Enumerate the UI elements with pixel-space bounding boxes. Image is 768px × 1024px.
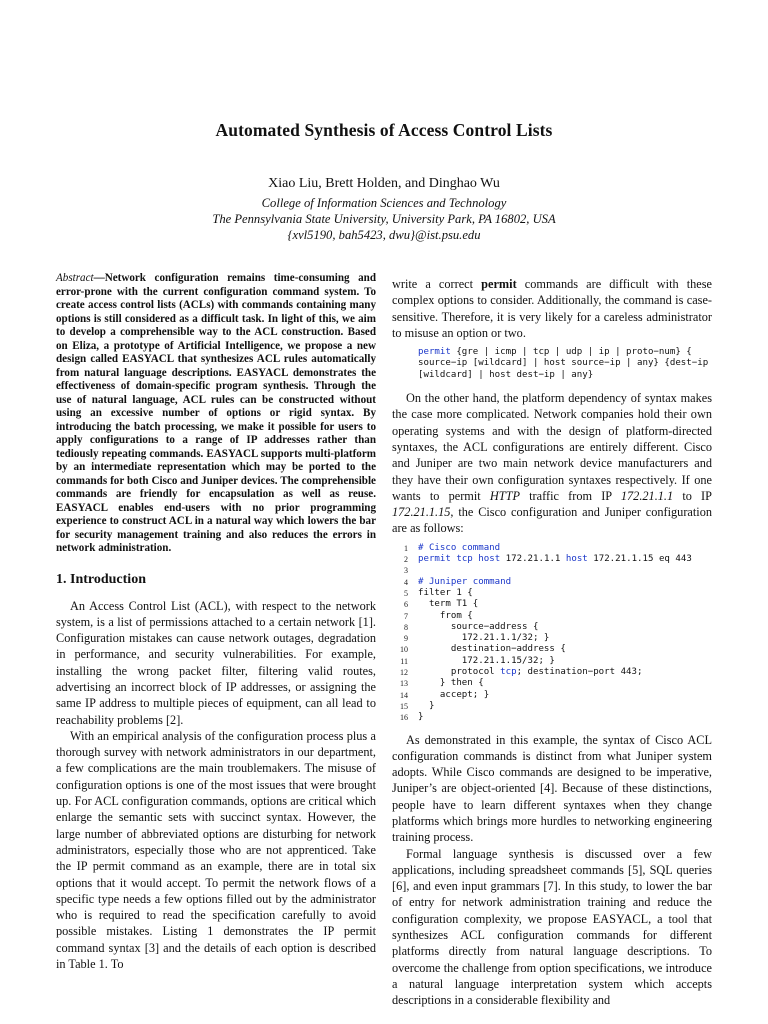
line-number: 8 xyxy=(404,622,408,632)
listing-line xyxy=(392,577,712,588)
section-heading-introduction: 1. Introduction xyxy=(56,571,146,587)
listing-line xyxy=(392,667,712,678)
intro-paragraph-2: With an empirical analysis of the configuration process plus a thorough survey with network administrators in our department, a few complications are the main troublemakers. The misuse of configuration options is one of the most issues that were brought up. For ACL configuration commands, options are critical which enlarge the semantic sets with succinct syntax. However, the large number of abbreviated options are disturbing for network administrators, especially those who are not apprenticed. Take the IP permit command as an example, there are in total six options that it would accept. To permit the network flows of a specific type needs a few options filled out by the administrator who is required to read the specification carefully to avoid possible mistakes. Listing 1 demonstrates the IP permit command syntax [3] and the details of each option is described in Table 1. To xyxy=(56,728,376,972)
line-code: accept; } xyxy=(418,689,490,700)
syntax-text: {gre | icmp | tcp | udp | ip | proto−num} { xyxy=(450,347,692,358)
line-code: 172.21.1.1/32; } xyxy=(418,633,550,644)
line-number: 16 xyxy=(400,713,408,723)
listing-line xyxy=(392,588,712,599)
permit-keyword: permit xyxy=(481,277,517,291)
line-code: from { xyxy=(418,610,473,621)
line-number: 2 xyxy=(404,555,408,565)
listing-line xyxy=(392,701,712,712)
syntax-keyword: permit xyxy=(418,347,451,358)
syntax-line-1 xyxy=(418,347,712,358)
syntax-line-2: source−ip [wildcard] | host source−ip | any} {dest−ip xyxy=(418,358,709,369)
line-number: 12 xyxy=(400,668,408,678)
line-code: # Cisco command xyxy=(418,542,501,553)
text-run: write a correct xyxy=(392,277,482,291)
line-number: 11 xyxy=(400,656,408,666)
line-number: 3 xyxy=(404,566,408,576)
listing-line xyxy=(392,554,712,565)
line-code: } then { xyxy=(418,678,484,689)
abstract-text: —Network configuration remains time-consuming and error-prone with the current configuration command system. To create access control lists (ACLs) with commands containing many options is still considered as a difficult task. In light of this, we aim to develop a comprehensible way to the ACL construction. Based on Eliza, a prototype of Artificial Intelligence, we propose a new design called EASYACL that synthesizes ACL rules automatically from natural language descriptions. EASYACL demonstrates the effectiveness of domain-specific program synthesis. Through the use of natural language, ACL rules can be constructed without using an excessive number of options or rigid syntax. By introducing the batch processing, we make it possible for users to apply configurations to a range of IP addresses rather than tediously repeating commands. EASYACL supports multi-platform by an intermediate representation which may be ported to the commands for both Cisco and Juniper devices. The comprehensible commands are friendly for encapsulation as well as reuse. EASYACL enables end-users with no prior programming experience to construct ACL in a natural way which lowers the bar for security management training and also reduces the errors in network administration. xyxy=(56,272,376,554)
right-column xyxy=(392,276,712,1009)
listing-line xyxy=(392,565,712,576)
line-number: 15 xyxy=(400,701,408,711)
line-number: 10 xyxy=(400,645,408,655)
line-number: 1 xyxy=(404,543,408,553)
permit-syntax-block xyxy=(418,347,712,381)
affiliation-college: College of Information Sciences and Technology xyxy=(261,196,507,210)
line-code: protocol tcp; destination−port 443; xyxy=(418,667,643,678)
line-code: filter 1 { xyxy=(418,587,473,598)
line-code: permit tcp host 172.21.1.1 host 172.21.1.15 eq 443 xyxy=(418,554,692,565)
syntax-line-3: [wildcard] | host dest−ip | any} xyxy=(418,369,594,380)
listing-line xyxy=(392,712,712,723)
paper-title: Automated Synthesis of Access Control Lists xyxy=(215,120,553,140)
line-number: 13 xyxy=(400,679,408,689)
listing-line xyxy=(392,622,712,633)
line-number: 9 xyxy=(404,634,408,644)
code-listing xyxy=(392,543,712,724)
affiliation-emails: {xvl5190, bah5423, dwu}@ist.psu.edu xyxy=(287,228,481,242)
text-run: traffic from IP xyxy=(519,488,621,503)
intro-paragraph-1: An Access Control List (ACL), with respect to the network system, is a list of permissions attached to a certain network [1]. Configuration mistakes can cause network outages, degradation in performance, and security vulnerabilities. For example, installing the wrong packet filter, filtering valid routes, advertising an incorrect block of IP addresses, or assigning the same IP address to multiple pieces of equipment, can all lead to reachability problems [2]. xyxy=(56,598,376,727)
listing-line xyxy=(392,599,712,610)
listing-line xyxy=(392,656,712,667)
affiliation-university: The Pennsylvania State University, University Park, PA 16802, USA xyxy=(212,212,556,226)
ip-address: 172.21.1.15 xyxy=(392,505,451,520)
line-number: 5 xyxy=(404,588,408,598)
line-code: term T1 { xyxy=(418,599,479,610)
right-paragraph-1 xyxy=(392,390,712,537)
listing-line xyxy=(392,678,712,689)
http-term: HTTP xyxy=(489,488,520,503)
listing-line xyxy=(392,690,712,701)
listing-line xyxy=(392,644,712,655)
listing-line xyxy=(392,611,712,622)
line-code: } xyxy=(418,700,435,711)
right-paragraph-2: As demonstrated in this example, the syntax of Cisco ACL configuration commands is distinct from what Juniper system adopts. While Cisco commands are designed to be imperative, Juniper’s are object-oriented [4]. Because of these distinctions, people have to learn different syntaxes when they change platforms which brings more hurdles to networking engineering training process. xyxy=(392,732,712,845)
listing-line xyxy=(392,543,712,554)
line-number: 6 xyxy=(404,600,408,610)
line-code: source−address { xyxy=(418,621,539,632)
line-code: # Juniper command xyxy=(418,576,512,587)
line-code: } xyxy=(418,712,424,723)
line-code: 172.21.1.15/32; } xyxy=(418,655,555,666)
line-number: 4 xyxy=(404,577,408,587)
line-number: 14 xyxy=(400,690,408,700)
left-column xyxy=(56,272,376,972)
text-run: commands are difficult with these complex options to consider. Additionally, the command is case-sensitive. Therefore, it is very likely for a careless administrator to misuse an option or two. xyxy=(392,277,712,340)
abstract-lead: Abstract xyxy=(56,272,94,284)
right-paragraph-3: Formal language synthesis is discussed over a few applications, including spreadsheet commands [5], SQL queries [6], and even input grammars [7]. In this study, to lower the bar of entry for network administration training and reduce the configuration complexity, we propose EASYACL, a tool that synthesizes ACL configuration commands for different platforms directly from natural language descriptions. To overcome the challenge from option specifications, we introduce a natural language interpretation system which accepts descriptions in a considerable flexibility and xyxy=(392,846,712,1008)
ip-address: 172.21.1.1 xyxy=(620,488,674,503)
right-paragraph-0 xyxy=(392,276,712,341)
line-number: 7 xyxy=(404,611,408,621)
author-list: Xiao Liu, Brett Holden, and Dinghao Wu xyxy=(268,176,500,191)
abstract xyxy=(56,272,376,556)
listing-line xyxy=(392,633,712,644)
text-run: to IP xyxy=(673,488,712,503)
text-run: On the other hand, the platform dependency of syntax makes the case more complicated. Network companies hold their own operating systems and with the design of platform-directed syntaxes, the ACL configurations are entirely different. Cisco and Juniper are two main network device manufacturers and they have their own configuration syntaxes respectively. If one wants to permit xyxy=(392,391,712,503)
line-code: destination−address { xyxy=(418,644,566,655)
text-run: , the Cisco configuration and Juniper configuration are as follows: xyxy=(392,505,712,536)
